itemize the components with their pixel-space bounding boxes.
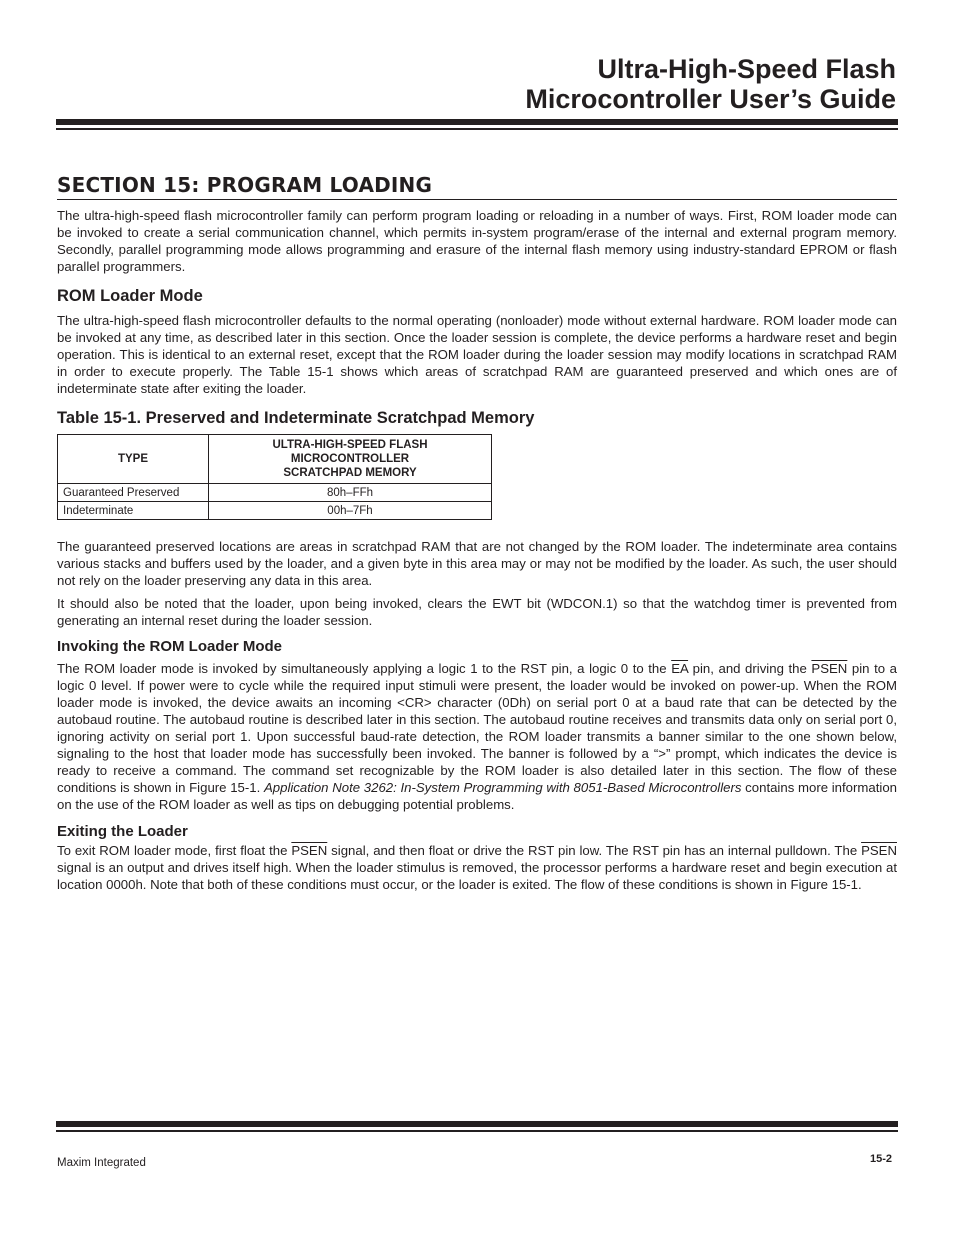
exiting-text-3: signal is an output and drives itself high. When the loader stimulus is removed, the processor performs a hardware reset and begin execution at location 0000h. Note that both of these conditions must occur, or the loader is exited. The flow of these conditions is shown in Figure 15-1. (57, 860, 897, 892)
table-header-row (58, 435, 492, 484)
preserved-paragraph: The guaranteed preserved locations are areas in scratchpad RAM that are not changed by the ROM loader. The indeterminate area contains various stacks and buffers used by the loader, and a given byte in this area may or may not be modified by the loader. As such, the user should not rely on the loader preserving any data in this area. (57, 539, 897, 588)
header-rule-thin (56, 128, 898, 130)
exiting-text-1: To exit ROM loader mode, first float the (57, 843, 292, 858)
psen-signal: PSEN (291, 843, 328, 858)
table-cell-memory: 80h–FFh (209, 484, 492, 502)
table-row (58, 502, 492, 520)
intro-paragraph: The ultra-high-speed flash microcontroller family can perform program loading or reloading in a number of ways. First, ROM loader mode can be invoked to create a serial communication channel, which permits in-system program/erase of the internal and external program memory. Secondly, parallel programming mode allows programming and erasure of the internal flash memory using industry-standard EPROM or flash parallel programmers. (57, 208, 897, 274)
ewt-paragraph: It should also be noted that the loader, upon being invoked, clears the EWT bit (WDCON.1) so that the watchdog timer is prevented from generating an internal reset during the loader session. (57, 596, 897, 628)
table-header-memory-line3: SCRATCHPAD MEMORY (283, 467, 417, 479)
section-title: SECTION 15: PROGRAM LOADING (57, 172, 897, 200)
footer-company: Maxim Integrated (57, 1157, 146, 1169)
footer-page-number: 15-2 (869, 1153, 892, 1165)
exiting-heading: Exiting the Loader (57, 823, 188, 840)
invoking-text-1: The ROM loader mode is invoked by simultaneously applying a logic 1 to the RST pin, a logic 0 to the (57, 661, 672, 676)
invoking-paragraph (57, 660, 897, 813)
invoking-text-2: pin, and driving the (688, 661, 812, 676)
table-header-type: TYPE (58, 435, 209, 484)
page-header (525, 54, 896, 114)
exiting-paragraph (57, 842, 897, 893)
invoking-heading: Invoking the ROM Loader Mode (57, 638, 283, 655)
psen-signal: PSEN (861, 843, 897, 858)
table-cell-type: Guaranteed Preserved (58, 484, 209, 502)
table-cell-memory: 00h–7Fh (209, 502, 492, 520)
table-header-memory-line1: ULTRA-HIGH-SPEED FLASH (272, 439, 428, 451)
app-note-title: Application Note 3262: In-System Programming with 8051-Based Microcontrollers (263, 780, 742, 795)
table-cell-type: Indeterminate (58, 502, 209, 520)
invoking-text-4: contains more information on the use of the ROM loader as well as tips on debugging potential problems. (57, 780, 897, 812)
table-title: Table 15-1. Preserved and Indeterminate Scratchpad Memory (57, 409, 535, 427)
main-content (57, 172, 897, 893)
header-rule-thick (56, 119, 898, 125)
header-title-line1: Ultra-High-Speed Flash (597, 54, 896, 84)
ea-signal: $\overline{EA}$ (671, 661, 689, 676)
rom-loader-paragraph: The ultra-high-speed flash microcontroller defaults to the normal operating (nonloader) mode without external hardware. ROM loader mode can be invoked at any time, as described later in this section. Once the loader session is complete, the device performs a hardware reset and begin operation. This is identical to an external reset, except that the ROM loader during the loader session may modify locations in scratchpad RAM in order to execute properly. The Table 15-1 shows which areas of scratchpad RAM are guaranteed preserved and which ones are of indeterminate state after exiting the loader. (57, 313, 897, 396)
table-row (58, 484, 492, 502)
footer-rule-thin (56, 1130, 898, 1132)
scratchpad-memory-table (57, 434, 492, 520)
table-header-memory-line2: MICROCONTROLLER (290, 453, 410, 465)
header-title-line2: Microcontroller User’s Guide (525, 84, 896, 114)
exiting-text-2: signal, and then float or drive the RST pin low. The RST pin has an internal pulldown. The (327, 843, 862, 858)
footer-rule-thick (56, 1121, 898, 1127)
psen-signal: PSEN (811, 661, 848, 676)
invoking-text-3: pin to a logic 0 level. If power were to cycle while the required input stimuli were present, the loader would be invoked on power-up. When the ROM loader mode is invoked, the device awaits an incoming <CR> character (0Dh) on serial port 0 at a baud rate that can be detected by the autobaud routine. The autobaud routine is described later in this section. The autobaud routine receives and transmits data only on serial port 0, ignoring activity on serial port 1. Upon successful baud-rate detection, the ROM loader transmits a banner similar to the one shown below, signaling to the host that loader mode has successfully been invoked. The banner is followed by a “>” prompt, which indicates the device is ready to receive a command. The command set recognizable by the ROM loader is also detailed later in this section. The flow of these conditions is shown in Figure 15-1. (57, 661, 897, 795)
rom-loader-heading: ROM Loader Mode (57, 287, 203, 305)
table-header-memory (209, 435, 492, 484)
